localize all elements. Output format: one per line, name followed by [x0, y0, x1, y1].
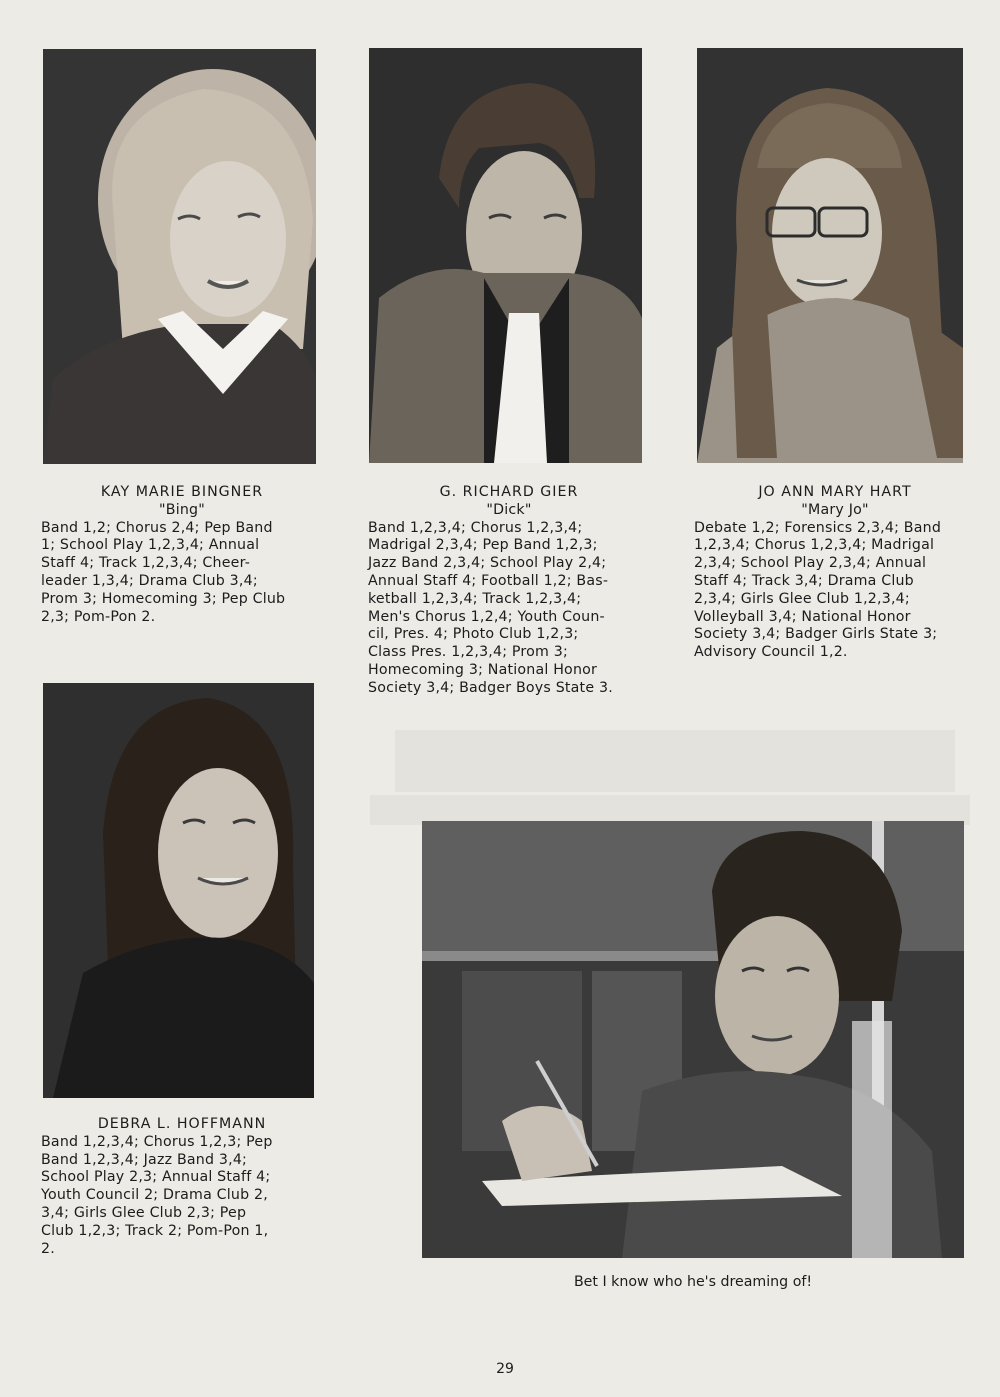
student-nickname: "Bing"	[159, 501, 205, 518]
student-name: JO ANN MARY HART	[758, 484, 912, 500]
caption-debra-l-hoffmann	[41, 1116, 323, 1258]
portrait-g-richard-gier	[369, 48, 642, 463]
portrait-kay-marie-bingner	[43, 49, 316, 464]
student-activities: Debate 1,2; Forensics 2,3,4; Band 1,2,3,4; Chorus 1,2,3,4; Madrigal 2,3,4; School Play 2,3,4; Annual Staff 4; Track 3,4; Drama Club 2,3,4; Girls Glee Club 1,2,3,4; Volleyball 3,4; National Honor Society 3,4; Badger Girls State 3; Advisory Council 1,2.	[694, 519, 942, 661]
student-activities: Band 1,2,3,4; Chorus 1,2,3,4; Madrigal 2,3,4; Pep Band 1,2,3; Jazz Band 2,3,4; School Play 2,4; Annual Staff 4; Football 1,2; Bas- ketball 1,2,3,4; Track 1,2,3,4; Men's Chorus 1,2,4; Youth Coun- cil, Pres. 4; Photo Club 1,2,3; Class Pres. 1,2,3,4; Prom 3; Homecoming 3; National Honor Society 3,4; Badger Boys State 3.	[368, 519, 613, 696]
student-nickname: "Mary Jo"	[801, 501, 869, 518]
student-activities: Band 1,2,3,4; Chorus 1,2,3; Pep Band 1,2,3,4; Jazz Band 3,4; School Play 2,3; Annual Staff 4; Youth Council 2; Drama Club 2, 3,4; Girls Glee Club 2,3; Pep Club 1,2,3; Track 2; Pom-Pon 1, 2.	[41, 1133, 273, 1257]
student-nickname: "Dick"	[486, 501, 532, 518]
student-name: G. RICHARD GIER	[439, 484, 579, 500]
portrait-jo-ann-mary-hart	[697, 48, 963, 463]
portrait-debra-l-hoffmann	[43, 683, 314, 1098]
show-through-block	[395, 730, 955, 792]
page-number: 29	[496, 1361, 514, 1377]
caption-kay-marie-bingner	[41, 484, 323, 626]
candid-photo-caption: Bet I know who he's dreaming of!	[573, 1274, 813, 1290]
caption-g-richard-gier	[368, 484, 650, 698]
student-activities: Band 1,2; Chorus 2,4; Pep Band 1; School Play 1,2,3,4; Annual Staff 4; Track 1,2,3,4; Cheer- leader 1,3,4; Drama Club 3,4; Prom 3; Homecoming 3; Pep Club 2,3; Pom-Pon 2.	[41, 519, 286, 625]
candid-photo-student-writing	[422, 821, 964, 1258]
caption-jo-ann-mary-hart	[694, 484, 976, 662]
student-name: DEBRA L. HOFFMANN	[97, 1116, 267, 1132]
student-name: KAY MARIE BINGNER	[100, 484, 264, 500]
